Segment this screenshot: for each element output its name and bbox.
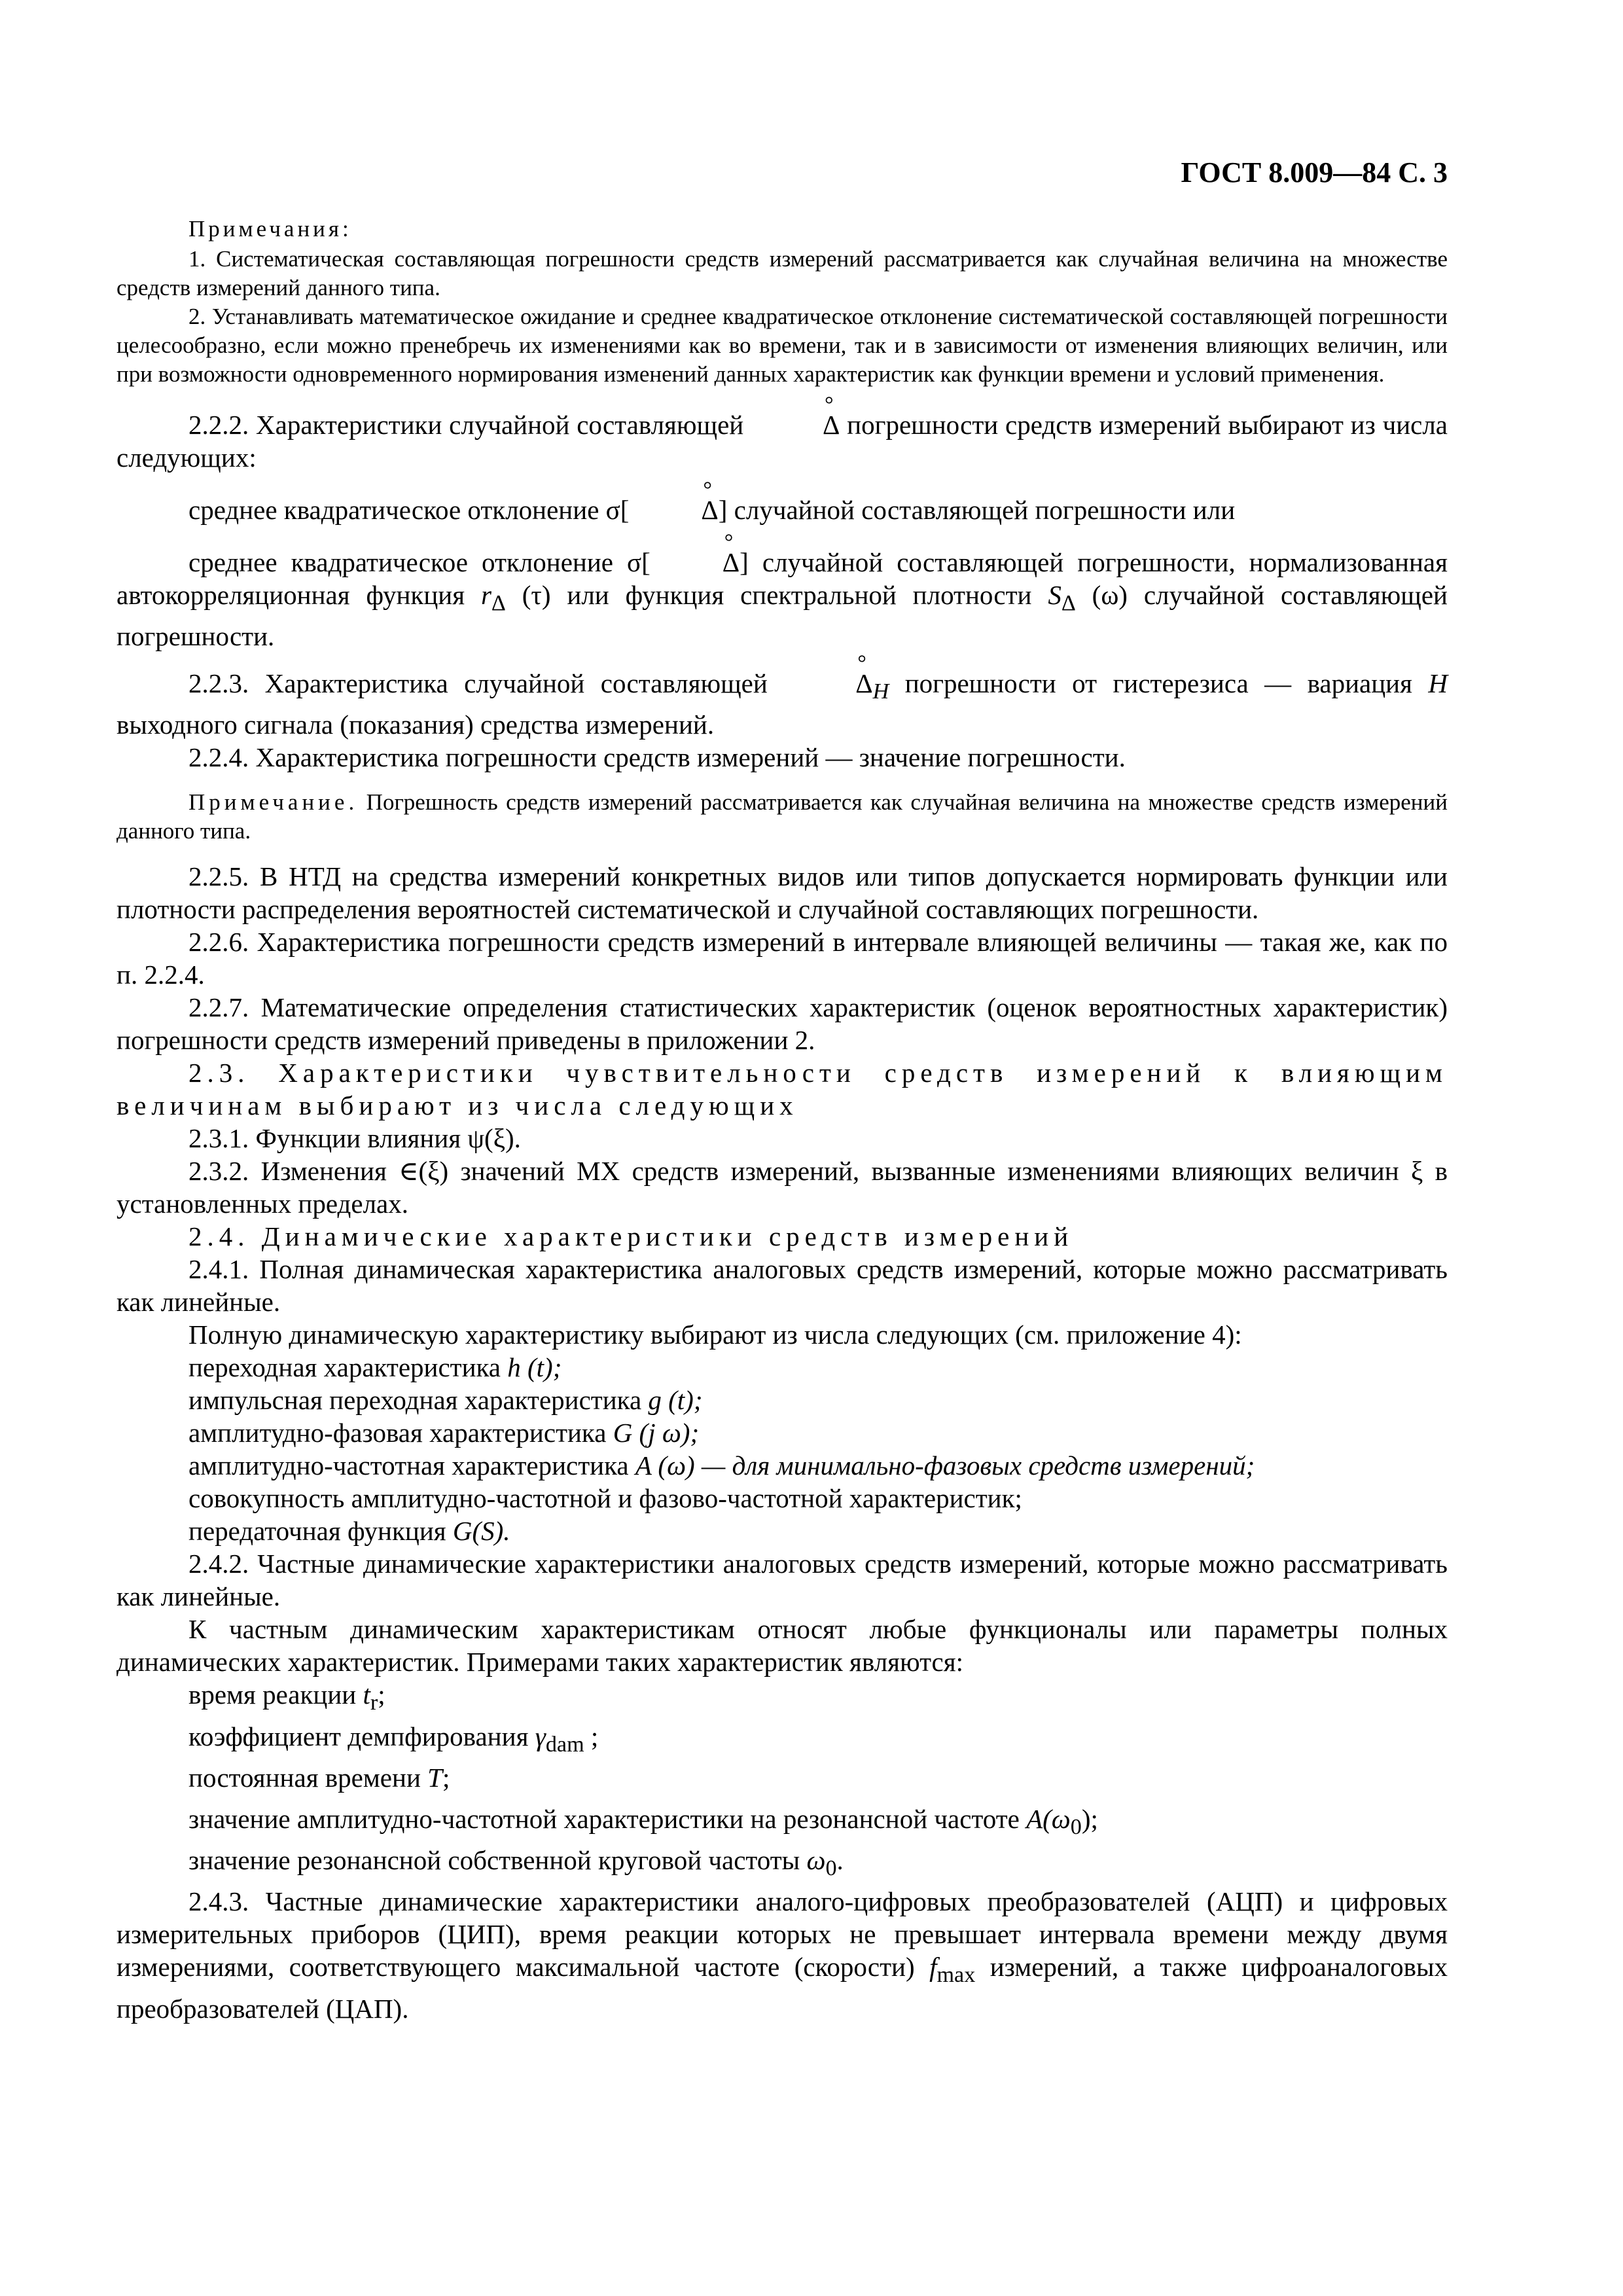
para-2-3-2: 2.3.2. Изменения ∈(ξ) значений МХ средств измерений, вызванные изменениями влияющих величин ξ в установленных пределах. — [116, 1156, 1448, 1219]
note-1: 1. Систематическая составляющая погрешности средств измерений рассматривается как случайная величина на множестве средств измерений данного типа. — [116, 246, 1448, 300]
list-item: совокупность амплитудно-частотной и фазово-частотной характеристик; — [188, 1483, 1022, 1514]
para-2-2-3: 2.2.3. Характеристика случайной составляющей ° $\Delta_H$ погрешности от гистерезиса — вариация H выходного сигнала (показания) средства измерений. — [116, 667, 1448, 741]
list-item: коэффициент демпфирования $\gamma_{dam}$ ; — [188, 1721, 599, 1757]
para-2-2-2: 2.2.2. Характеристики случайной составляющей ° Δ погрешности средств измерений выбирают из числа следующих: — [116, 408, 1448, 474]
list-item: переходная характеристика h (t); — [188, 1352, 562, 1383]
list-item: амплитудно-фазовая характеристика G (j ω); — [188, 1418, 700, 1448]
delta-symbol: ° Δ — [751, 408, 840, 441]
para-2-2-6: 2.2.6. Характеристика погрешности средств измерений в интервале влияющей величины — такая же, как по п. 2.2.4. — [116, 927, 1448, 990]
para-2-2-7: 2.2.7. Математические определения статистических характеристик (оценок вероятностных характеристик) погрешности средств измерений приведены в приложении 2. — [116, 992, 1448, 1056]
partial-characteristics-list — [116, 1678, 1448, 1885]
list-item: значение амплитудно-частотной характеристики на резонансной частоте $A(\omega_0)$; — [188, 1803, 1098, 1840]
para-2-4-1: 2.4.1. Полная динамическая характеристика аналоговых средств измерений, которые можно рассматривать как линейные. — [116, 1254, 1448, 1318]
para-2-4-1-intro: Полную динамическую характеристику выбирают из числа следующих (см. приложение 4): — [188, 1319, 1242, 1350]
para-2-2-4: 2.2.4. Характеристика погрешности средств измерений — значение погрешности. — [188, 742, 1126, 773]
para-2-2-2-line1: среднее квадратическое отклонение σ[° Δ] случайной составляющей погрешности или — [116, 493, 1448, 526]
list-item: передаточная функция G(S). — [188, 1516, 510, 1547]
list-item: постоянная времени T; — [188, 1762, 450, 1793]
para-2-2-2-line2: среднее квадратическое отклонение σ[° Δ] случайной составляющей погрешности, нормализованная автокорреляционная функция $r_\Delta$ (τ) или функция спектральной плотности $S_\Delta$ (ω) случайной составляющей погрешности. — [116, 546, 1448, 653]
notes-title: Примечания: — [188, 216, 352, 242]
list-item: амплитудно-частотная характеристика A (ω) — для минимально-фазовых средств измерений; — [188, 1450, 1255, 1481]
para-2-4-2-intro: К частным динамическим характеристикам относят любые функционалы или параметры полных динамических характеристик. Примерами таких характеристик являются: — [116, 1614, 1448, 1677]
para-2-2-5: 2.2.5. В НТД на средства измерений конкретных видов или типов допускается нормировать функции или плотности распределения вероятностей систематической и случайной составляющих погрешности. — [116, 861, 1448, 925]
dynamic-characteristics-list — [116, 1351, 1448, 1547]
section-2-3: 2.3. Характеристики чувствительности средств измерений к влияющим величинам выбирают из числа следующих — [116, 1058, 1448, 1121]
list-item: значение резонансной собственной круговой частоты $\omega_0$. — [188, 1845, 844, 1881]
section-2-4: 2.4. Динамические характеристики средств измерений — [188, 1221, 1074, 1252]
list-item: время реакции $t_r$; — [188, 1679, 385, 1715]
para-2-4-3: 2.4.3. Частные динамические характеристики аналого-цифровых преобразователей (АЦП) и цифровых измерительных приборов (ЦИП), время реакции которых не превышает интервала времени между двумя измерениями, соответствующего максимальной частоте (скорости) $f_{max}$ измерений, а также цифроаналоговых преобразователей (ЦАП). — [116, 1886, 1448, 2024]
list-item: импульсная переходная характеристика g (t); — [188, 1385, 703, 1416]
document-body — [116, 144, 1448, 2025]
note-2-2-4: Примечание. Погрешность средств измерений рассматривается как случайная величина на множестве средств измерений данного типа. — [116, 789, 1448, 844]
para-2-3-1: 2.3.1. Функции влияния ψ(ξ). — [188, 1123, 521, 1154]
note-2: 2. Устанавливать математическое ожидание и среднее квадратическое отклонение систематической составляющей погрешности целесообразно, если можно пренебречь их изменениями как во времени, так и в зависимости от изменения влияющих величин, или при возможности одновременного нормирования изменений данных характеристик как функции времени и условий применения. — [116, 304, 1448, 387]
para-2-4-2: 2.4.2. Частные динамические характеристики аналоговых средств измерений, которые можно рассматривать как линейные. — [116, 1549, 1448, 1612]
page-header: ГОСТ 8.009—84 С. 3 — [1181, 156, 1448, 188]
